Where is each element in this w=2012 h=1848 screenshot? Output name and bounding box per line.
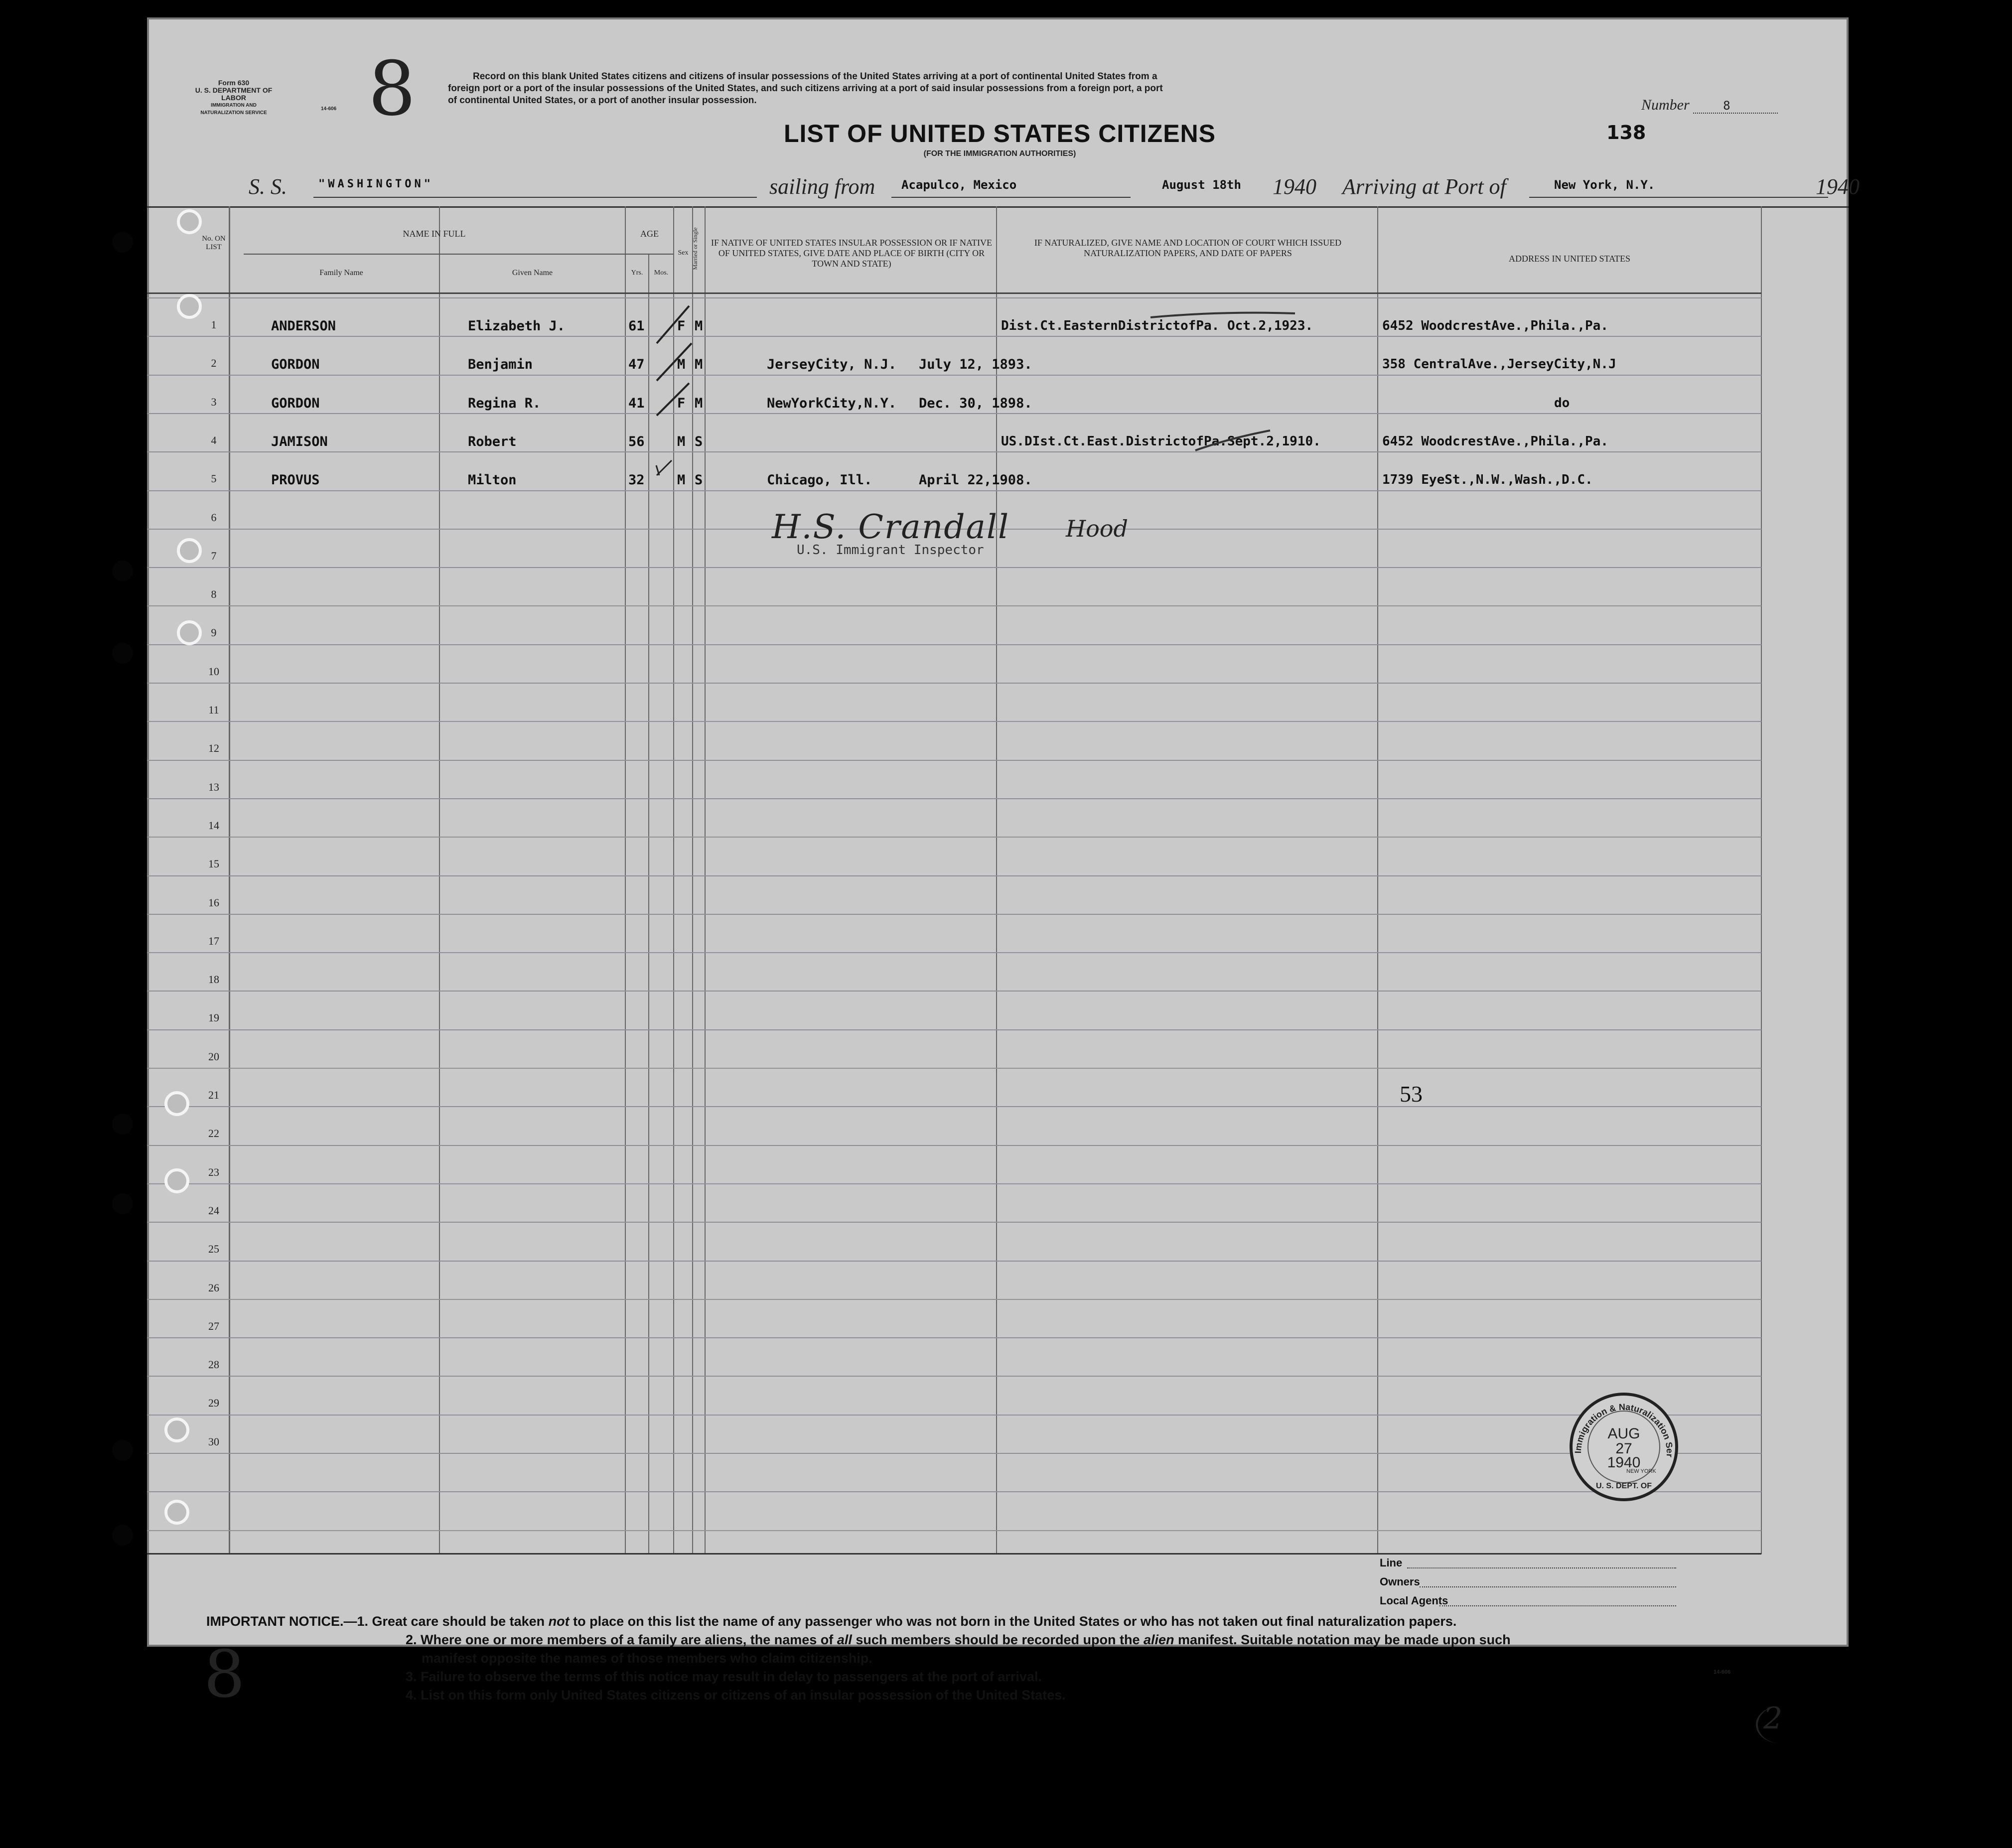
ruled-line [147,1453,1761,1454]
ruled-line [147,1029,1761,1030]
row-number: 21 [208,1089,219,1101]
header-birth-info: IF NATIVE OF UNITED STATES INSULAR POSSESSION OR IF NATIVE OF UNITED STATES, GIVE DATE AND PLACE OF BIRTH (CITY OR TOWN AND STATE) [711,238,993,269]
passenger-family-name: GORDON [271,395,320,411]
ruled-line [147,837,1761,838]
slash-mark [657,343,692,381]
sailing-from-underline [891,197,1131,198]
row-number: 29 [208,1397,219,1410]
stamp-year: 1940 [1607,1454,1641,1471]
handwritten-mark-left: 8 [204,1636,245,1712]
passenger-sex: M [677,433,686,449]
ruled-line [147,644,1761,645]
passenger-address: 1739 EyeSt.,N.W.,Wash.,D.C. [1382,472,1593,488]
arriving-year: 1940 [1816,174,1860,199]
reinforcement-ring [177,538,202,563]
row-number: 23 [208,1165,219,1178]
passenger-marital-status: M [695,395,703,411]
ss-label: S. S. [249,174,287,199]
ruled-line [147,1222,1761,1223]
notice-2-emphasis-all: all [837,1632,852,1647]
row-number: 27 [208,1319,219,1332]
passenger-marital-status: M [695,318,703,334]
passenger-address: 6452 WoodcrestAve.,Phila.,Pa. [1382,433,1608,449]
header-address: ADDRESS IN UNITED STATES [1508,254,1631,264]
ruled-line [147,1068,1761,1069]
line-owners-agents-block [1380,1557,1848,1606]
local-agents-field [1439,1605,1676,1606]
stamp-month: AUG [1607,1425,1640,1442]
passenger-given-name: Benjamin [468,357,533,373]
binding-hole [112,643,133,664]
header-family-name: Family Name [319,269,363,277]
header-no-on-list: No. ON LIST [202,235,226,251]
owners-label: Owners [1380,1575,1420,1588]
header-yrs: Yrs. [631,269,643,277]
binding-hole [112,1193,133,1214]
passenger-family-name: PROVUS [271,472,320,488]
ruled-line [147,1530,1761,1531]
form-id-block [189,79,279,117]
row-number: 14 [208,819,219,832]
ruled-line [147,683,1761,684]
binding-hole [112,1525,133,1546]
notice-line-4: 4. List on this form only United States citizens or citizens of an insular possession of the United States. [406,1688,1066,1703]
number-value: 8 [1693,99,1778,114]
binding-hole [112,561,133,581]
notice-line-1 [206,1614,1511,1629]
handwritten-list-number: 8 [368,46,416,133]
number-field [1641,97,1778,114]
ruled-line [147,1261,1761,1262]
notice-2-emphasis-alien: alien [1143,1632,1174,1647]
notice-2-part-b: such members should be recorded upon the [856,1632,1140,1647]
passenger-family-name: GORDON [271,357,320,373]
row-number: 16 [208,896,219,909]
strike-mark [1195,430,1270,450]
passenger-address: do [1554,395,1570,411]
passenger-birth-place: Chicago, Ill. [767,472,872,488]
row-number: 19 [208,1011,219,1024]
instructions-line-2: foreign port or a port of the insular possessions of the United States, and such citizens arriving at a port of said insular possessions from a foreign port, a port [448,83,1163,94]
row-number: 11 [208,704,219,716]
ruled-line [147,1299,1761,1300]
reinforcement-ring [164,1500,189,1525]
ruled-line [147,1376,1761,1377]
strike-mark [1150,313,1295,317]
row-number: 18 [208,973,219,986]
passenger-birth-date: Dec. 30, 1898. [919,395,1032,411]
header-bottom-border [147,292,1761,294]
row-number: 8 [211,588,217,601]
header-subdivider-names [244,254,673,255]
table-bottom-border [147,1553,1761,1555]
form-code-top: 14-606 [321,106,337,112]
reinforcement-ring [164,1168,189,1193]
notice-1-part-b: to place on this list the name of any passenger who was not born in the United States or who has not taken out final naturalization papers. [573,1614,1457,1629]
arriving-label: Arriving at Port of [1342,174,1506,199]
passenger-age-years: 56 [628,433,645,449]
local-agents-label: Local Agents [1380,1594,1448,1607]
stamp-day: 27 [1615,1440,1632,1457]
row-number: 10 [208,665,219,678]
ruled-line [147,297,1761,298]
passenger-family-name: JAMISON [271,433,328,449]
binding-hole [112,1114,133,1135]
ruled-line [147,875,1761,876]
passenger-birth-date: July 12, 1893. [919,357,1032,373]
ruled-line [147,721,1761,722]
number-label: Number [1641,97,1690,113]
line-label: Line [1380,1557,1403,1569]
naturalization-strike-marks [996,303,1743,453]
passenger-naturalization: Dist.Ct.EasternDistrictofPa. Oct.2,1923. [1001,318,1313,333]
form-number: Form 630 [218,79,250,87]
row-number: 9 [211,626,217,639]
ruled-line [147,798,1761,799]
row-number: 17 [208,934,219,947]
row-number: 6 [211,511,217,524]
row-number: 15 [208,857,219,870]
form-code-bottom: 14-606 [1714,1669,1731,1675]
row-number: 26 [208,1281,219,1294]
passenger-marital-status: S [695,472,703,488]
arriving-underline [1529,197,1828,198]
row-number: 13 [208,780,219,793]
form-instructions [448,71,1694,107]
passenger-naturalization: US.DIst.Ct.East.DistrictofPa.Sept.2,1910. [1001,433,1321,449]
row-number: 3 [211,395,217,408]
manifest-sheet [147,17,1860,1736]
header-given-name: Given Name [512,269,553,277]
inspector-signature: H.S. Crandall [772,508,1010,546]
row-number: 24 [208,1204,219,1217]
row-number: 30 [208,1435,219,1448]
ruled-line [147,567,1761,568]
header-age: AGE [640,229,659,239]
ruled-line [147,1337,1761,1338]
notice-line-2 [206,1632,1511,1648]
header-married-or-single: Married or Single [692,227,699,270]
header-mos: Mos. [654,269,669,277]
instructions-line-1: Record on this blank United States citizens and citizens of insular possessions of the United States arriving at a port of continental United States from a [473,71,1157,82]
ruled-line [147,1183,1761,1184]
owners-field [1420,1586,1676,1587]
important-notice [206,1614,1511,1703]
reinforcement-ring [177,209,202,234]
notice-1-part-a: —1. Great care should be taken [343,1614,545,1629]
passenger-sex: M [677,357,686,373]
passenger-marital-status: S [695,433,703,449]
passenger-birth-date: April 22,1908. [919,472,1032,488]
table-top-border [147,206,1849,208]
row-number: 22 [208,1127,219,1140]
service-name: IMMIGRATION AND NATURALIZATION SERVICE [200,103,267,116]
reinforcement-ring [164,1091,189,1116]
notice-2-part-c: manifest. Suitable notation may be made upon such [1178,1632,1511,1647]
ship-name: "WASHINGTON" [318,178,433,190]
reinforcement-ring [164,1418,189,1442]
ruled-line [147,991,1761,992]
passenger-given-name: Robert [468,433,517,449]
ruled-line [147,605,1761,606]
notice-label: IMPORTANT NOTICE. [206,1614,344,1629]
passenger-address: 6452 WoodcrestAve.,Phila.,Pa. [1382,318,1608,333]
ins-date-stamp [1567,1390,1681,1504]
passenger-address: 358 CentralAve.,JerseyCity,N.J [1382,357,1616,372]
row-number: 28 [208,1358,219,1371]
passenger-age-years: 32 [628,472,645,488]
passenger-sex: F [677,395,686,411]
passenger-family-name: ANDERSON [271,318,336,334]
row-number: 12 [208,742,219,755]
ruled-line [147,760,1761,761]
slash-mark [657,306,689,343]
notice-line-3: 3. Failure to observe the terms of this notice may result in delay to passengers at the port of arrival. [406,1669,1042,1684]
instructions-line-3: of continental United States, or a port of another insular possession. [448,95,757,106]
reinforcement-ring [177,294,202,319]
row-number: 5 [211,472,217,485]
passenger-age-years: 41 [628,395,645,411]
sailing-year: 1940 [1273,174,1316,199]
passenger-given-name: Milton [468,472,517,488]
col-divider-address-right [1761,206,1762,1554]
notice-2-part-a: 2. Where one or more members of a family are aliens, the names of [406,1632,834,1647]
passenger-sex: M [677,472,686,488]
ditto-slash-marks [649,296,704,485]
ruled-line [147,1145,1761,1146]
sailing-from-port: Acapulco, Mexico [901,178,1017,192]
page-mark-number: 53 [1400,1081,1423,1107]
department-name: U. S. DEPARTMENT OF LABOR [195,86,273,102]
passenger-marital-status: M [695,357,703,373]
ruled-line [147,1415,1761,1416]
passenger-sex: F [677,318,686,334]
row-number: 20 [208,1050,219,1063]
row-number: 1 [211,318,217,331]
inspector-title: U.S. Immigrant Inspector [797,543,984,558]
document-subtitle: (FOR THE IMMIGRATION AUTHORITIES) [923,149,1076,158]
stamp-ring-text: Immigration & Naturalization Ser [1573,1402,1675,1458]
passenger-given-name: Regina R. [468,395,541,411]
stamped-page-number: 138 [1606,122,1646,143]
line-field [1407,1567,1676,1568]
binding-hole [112,232,133,253]
passenger-birth-place: NewYorkCity,N.Y. [767,395,897,411]
stamp-dept: U. S. DEPT. OF [1595,1482,1652,1490]
reinforcement-ring [177,620,202,645]
ruled-line [147,1491,1761,1492]
row-number: 2 [211,357,217,370]
row-number: 7 [211,549,217,562]
binding-hole [112,1440,133,1461]
passenger-age-years: 47 [628,357,645,373]
stamp-city: NEW YORK [1626,1468,1656,1474]
header-sex: Sex [678,249,689,257]
arriving-port: New York, N.Y. [1554,178,1655,192]
notice-1-emphasis: not [548,1614,570,1629]
passenger-given-name: Elizabeth J. [468,318,566,334]
handwritten-corner-number: 2 [1763,1701,1783,1736]
sailing-from-label: sailing from [769,174,875,199]
inspector-signature-suffix: Hood [1066,515,1128,542]
row-number: 25 [208,1243,219,1256]
ruled-line [147,1106,1761,1107]
header-name-in-full: NAME IN FULL [403,229,466,239]
document-title: LIST OF UNITED STATES CITIZENS [783,120,1216,147]
passenger-birth-place: JerseyCity, N.J. [767,357,897,373]
table-row [149,472,1761,492]
ruled-line [147,952,1761,953]
header-naturalization-info: IF NATURALIZED, GIVE NAME AND LOCATION OF COURT WHICH ISSUED NATURALIZATION PAPERS, AND DATE OF PAPERS [1034,238,1342,258]
row-number: 4 [211,433,217,446]
passenger-age-years: 61 [628,318,645,334]
slash-mark [657,383,689,416]
notice-line-2-cont: manifest opposite the names of those members who claim citizenship. [422,1651,872,1666]
ship-name-underline [313,197,757,198]
ruled-line [147,914,1761,915]
sailing-date: August 18th [1162,178,1241,192]
